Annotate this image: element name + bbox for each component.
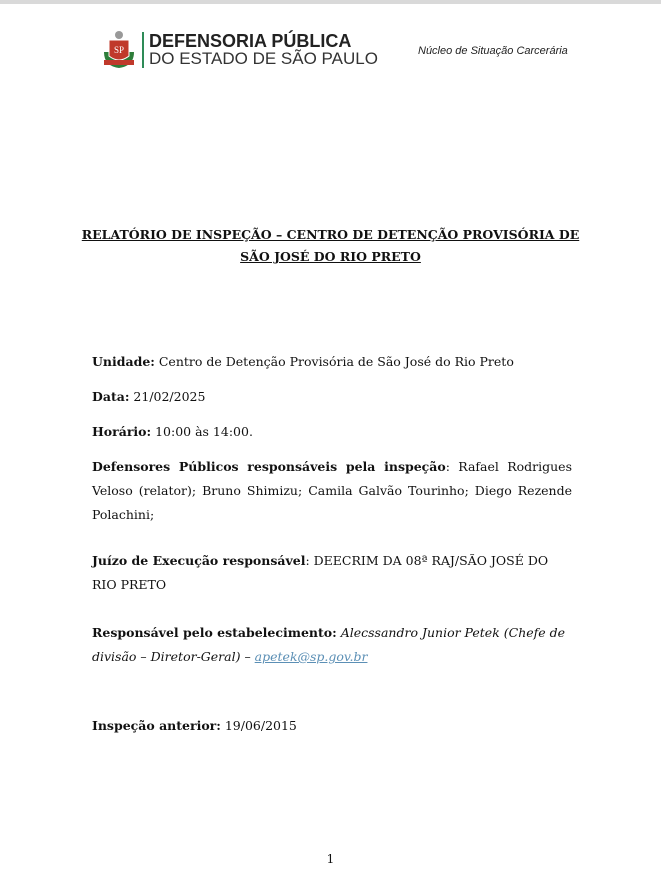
unit-name: Núcleo de Situação Carcerária bbox=[418, 45, 568, 57]
value: : DEECRIM DA 08ª RAJ/SÃO JOSÉ DO RIO PRETO bbox=[92, 553, 549, 592]
logo-divider bbox=[142, 32, 144, 68]
label: Horário: bbox=[92, 424, 152, 439]
label: Unidade: bbox=[92, 354, 155, 369]
field-horario bbox=[92, 420, 572, 444]
report-title-line2: SÃO JOSÉ DO RIO PRETO bbox=[240, 249, 421, 264]
label: Inspeção anterior: bbox=[92, 718, 221, 733]
label: Responsável pelo estabelecimento: bbox=[92, 625, 337, 640]
sao-paulo-seal-icon bbox=[100, 30, 138, 70]
value: 19/06/2015 bbox=[220, 718, 297, 733]
field-inspecao-anterior bbox=[92, 714, 572, 738]
logo-line2: DO ESTADO DE SÃO PAULO bbox=[149, 49, 378, 68]
field-data bbox=[92, 385, 572, 409]
email-link[interactable]: apetek@sp.gov.br bbox=[254, 649, 368, 664]
field-juizo bbox=[92, 549, 572, 597]
label: Juízo de Execução responsável bbox=[92, 553, 306, 568]
value: Centro de Detenção Provisória de São José do Rio Preto bbox=[154, 354, 514, 369]
value: 21/02/2025 bbox=[129, 389, 206, 404]
value: 10:00 às 14:00. bbox=[151, 424, 253, 439]
value: : Rafael Rodrigues Veloso (relator); Bruno Shimizu; Camila Galvão Tourinho; Diego Rezende Polachini; bbox=[92, 459, 572, 522]
top-bar bbox=[0, 0, 661, 4]
field-responsavel bbox=[92, 621, 572, 669]
label: Defensores Públicos responsáveis pela inspeção bbox=[92, 459, 446, 474]
svg-text:SP: SP bbox=[113, 45, 125, 55]
logo-line1: DEFENSORIA PÚBLICA bbox=[149, 31, 352, 51]
field-unidade bbox=[92, 350, 572, 374]
label: Data: bbox=[92, 389, 130, 404]
defensoria-logo bbox=[100, 30, 378, 70]
field-defensores bbox=[92, 455, 572, 527]
value: Alecssandro Junior Petek (Chefe de divisão – Diretor-Geral) – bbox=[92, 625, 566, 664]
report-title-line1: RELATÓRIO DE INSPEÇÃO – CENTRO DE DETENÇÃO PROVISÓRIA DE bbox=[81, 227, 580, 242]
page-number: 1 bbox=[326, 852, 335, 866]
